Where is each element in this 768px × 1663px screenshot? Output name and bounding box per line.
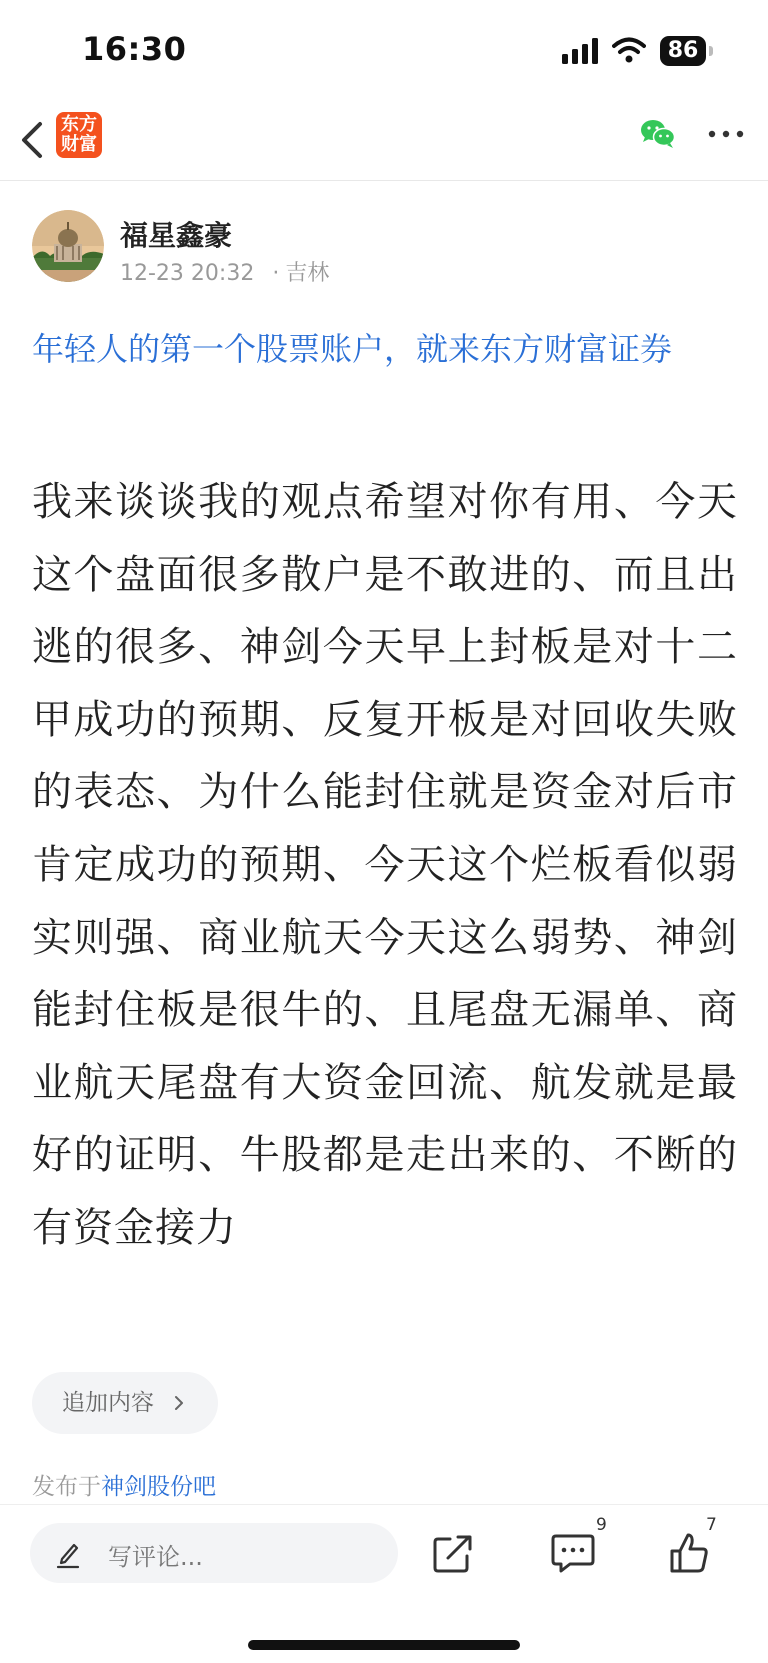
like-count: 7 [706,1515,717,1535]
bottom-action-bar [0,1504,768,1605]
status-time: 16:30 [82,30,187,68]
more-icon[interactable] [708,126,744,142]
stock-bar-link[interactable]: 神剑股份吧 [101,1474,216,1500]
promo-link[interactable]: 年轻人的第一个股票账户，就来东方财富证券 [32,330,673,368]
published-prefix: 发布于 [32,1474,101,1500]
nav-bar [0,100,768,181]
chevron-right-icon [172,1394,186,1412]
wechat-icon[interactable] [640,118,676,150]
published-in [32,1468,216,1501]
share-icon[interactable] [432,1533,474,1573]
wifi-icon [612,36,646,64]
comment-placeholder: 写评论... [108,1543,203,1571]
author-header [32,210,732,290]
home-indicator [248,1640,520,1650]
author-name[interactable]: 福星鑫豪 [120,219,233,252]
post-content: 我来谈谈我的观点希望对你有用、今天这个盘面很多散户是不敢进的、而且出逃的很多、神剑今天早上封板是对十二甲成功的预期、反复开板是对回收失败的表态、为什么能封住就是资金对后市肯定成功的预期、今天这个烂板看似弱实则强、商业航天今天这么弱势、神剑能封住板是很牛的、且尾盘无漏单、商业航天尾盘有大资金回流、航发就是最好的证明、牛股都是走出来的、不断的有资金接力 [32,479,738,1251]
meta-separator: · [272,261,280,286]
app-logo[interactable] [56,112,102,158]
logo-line1: 东方 [61,114,97,135]
comment-count: 9 [596,1515,607,1535]
battery-cap [709,46,713,56]
battery-level: 86 [660,36,706,66]
avatar[interactable] [32,210,104,282]
status-bar [0,0,768,100]
post-meta [120,256,329,287]
append-content-button[interactable] [32,1372,218,1434]
cellular-signal-icon [562,38,600,64]
battery-indicator [660,36,716,66]
logo-line2: 财富 [61,134,97,155]
chevron-left-icon[interactable] [14,116,54,164]
thumbs-up-icon[interactable] [668,1531,710,1575]
comment-icon[interactable] [550,1533,596,1573]
append-content-label: 追加内容 [62,1390,154,1416]
post-time: 12-23 20:32 [120,261,255,286]
post-location: 吉林 [285,261,330,286]
pen-icon [54,1539,82,1569]
comment-input[interactable] [30,1523,398,1583]
